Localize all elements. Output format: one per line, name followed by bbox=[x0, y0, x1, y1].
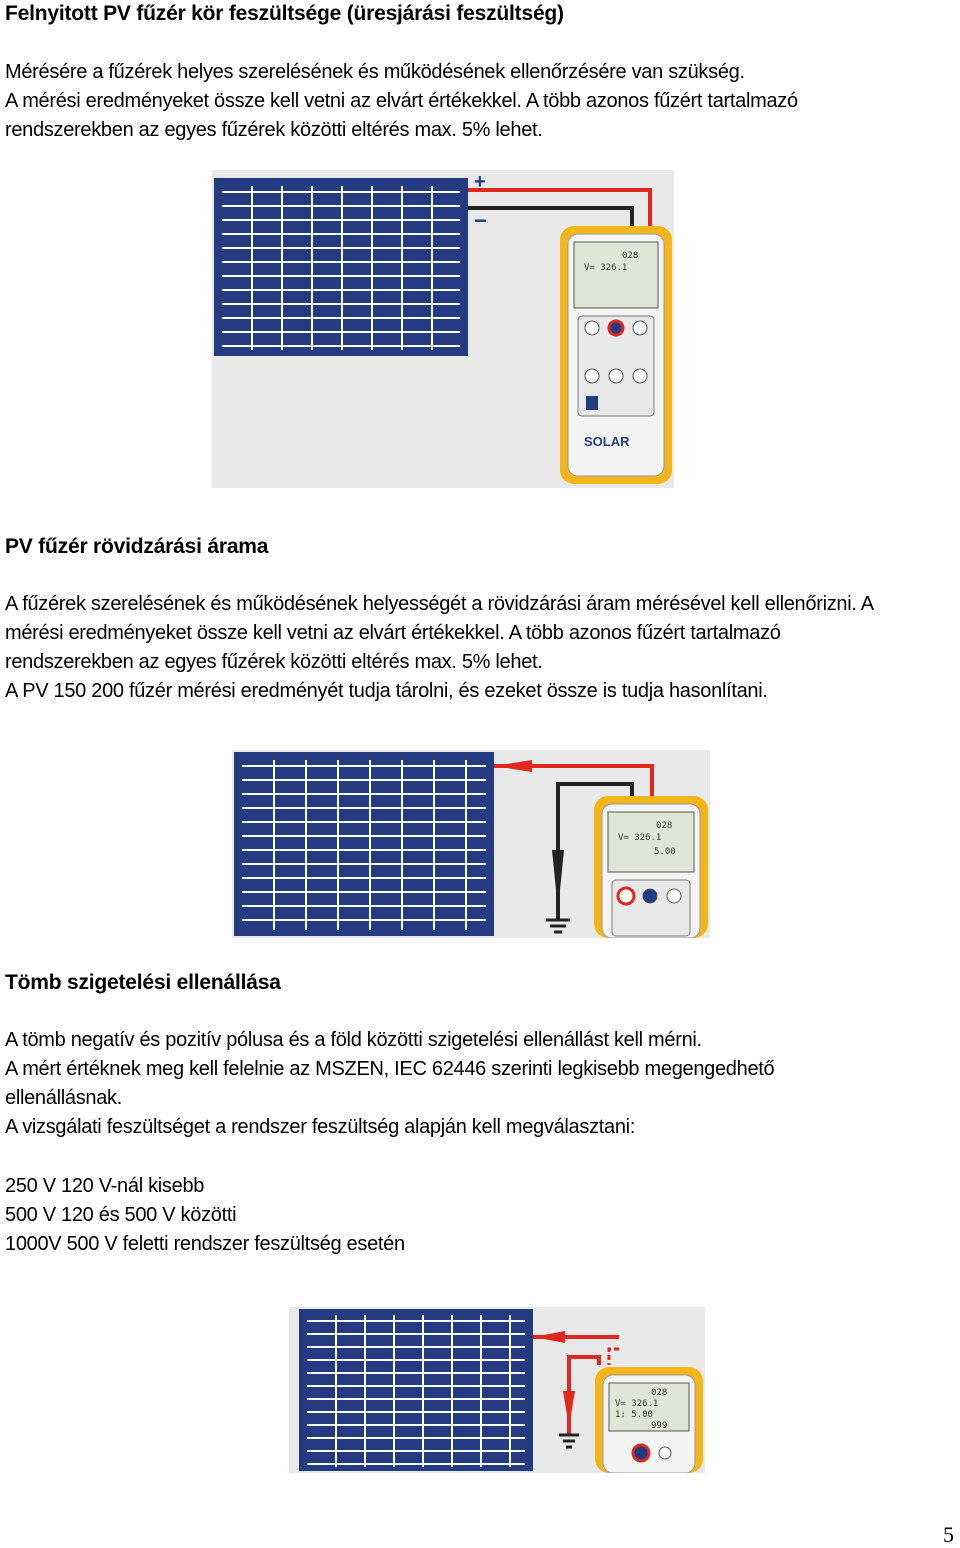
section1-line: rendszerekben az egyes fűzérek közötti eltérés max. 5% lehet. bbox=[5, 119, 543, 141]
mode-button-icon bbox=[633, 369, 647, 383]
short-circuit-current-figure bbox=[232, 750, 710, 938]
lcd-reading-1: 028 bbox=[656, 821, 673, 831]
brand-logo: SOLAR bbox=[584, 434, 630, 449]
mode-button-icon bbox=[667, 889, 681, 903]
mode-button-icon bbox=[585, 369, 599, 383]
mode-button-icon bbox=[659, 1447, 671, 1459]
memory-icon bbox=[586, 396, 598, 410]
section3-paragraph bbox=[5, 1026, 774, 1142]
lcd-reading-1: 028 bbox=[651, 1388, 668, 1398]
section2-paragraph bbox=[5, 590, 874, 706]
section2-line: mérési eredményeket össze kell vetni az elvárt értékekkel. A több azonos fűzért tartalmazó bbox=[5, 622, 781, 644]
lcd-reading-2: V= 326.1 bbox=[618, 833, 662, 843]
section3-title: Tömb szigetelési ellenállása bbox=[5, 971, 281, 994]
lcd-reading-2: V= 326.1 bbox=[584, 263, 628, 273]
dial-button-icon bbox=[585, 321, 599, 335]
insulation-resistance-figure bbox=[289, 1307, 705, 1473]
mode-button-icon bbox=[609, 369, 623, 383]
lcd-reading-1: 028 bbox=[622, 251, 639, 261]
lcd-reading-3: 5.00 bbox=[654, 847, 676, 857]
red-test-lead bbox=[468, 190, 650, 232]
voltage-option: 250 V 120 V-nál kisebb bbox=[5, 1175, 205, 1197]
selected-mode-icon bbox=[609, 321, 623, 335]
mode-button-icon bbox=[643, 889, 657, 903]
open-circuit-voltage-figure bbox=[212, 170, 674, 488]
selected-mode-icon bbox=[633, 1445, 649, 1461]
section3-line: ellenállásnak. bbox=[5, 1087, 122, 1109]
voltage-option: 500 V 120 és 500 V közötti bbox=[5, 1204, 237, 1226]
page-number: 5 bbox=[943, 1522, 954, 1547]
section1-line: A mérési eredményeket össze kell vetni az elvárt értékekkel. A több azonos fűzért tartalmazó bbox=[5, 90, 798, 112]
section1-line: Mérésére a fűzérek helyes szerelésének és működésének ellenőrzésére van szükség. bbox=[5, 61, 745, 83]
section2-title: PV fűzér rövidzárási árama bbox=[5, 535, 269, 558]
pv-tester-device bbox=[560, 226, 672, 484]
plus-terminal-label: + bbox=[474, 171, 486, 193]
solar-panel bbox=[214, 178, 468, 356]
section2-line: A PV 150 200 fűzér mérési eredményét tudja tárolni, és ezeket össze is tudja hasonlítani. bbox=[5, 680, 768, 702]
pv-tester-device bbox=[594, 796, 708, 938]
section1-paragraph bbox=[5, 58, 798, 145]
section3-line: A mért értéknek meg kell felelnie az MSZEN, IEC 62446 szerinti legkisebb megengedhető bbox=[5, 1058, 775, 1080]
solar-panel bbox=[299, 1309, 533, 1471]
lcd-reading-4: 999 bbox=[651, 1421, 668, 1431]
pv-tester-device bbox=[595, 1367, 703, 1473]
minus-terminal-label: − bbox=[474, 208, 487, 233]
mode-button-icon bbox=[633, 321, 647, 335]
voltage-options-list bbox=[5, 1172, 405, 1259]
ground-icon bbox=[559, 1435, 579, 1447]
section3-line: A vizsgálati feszültséget a rendszer feszültség alapján kell megválasztani: bbox=[5, 1116, 636, 1138]
lcd-reading-2: V= 326.1 bbox=[615, 1399, 659, 1409]
lcd-reading-3: 1: 5.00 bbox=[615, 1410, 653, 1420]
voltage-option: 1000V 500 V feletti rendszer feszültség esetén bbox=[5, 1233, 405, 1255]
section2-line: A fűzérek szerelésének és működésének helyességét a rövidzárási áram mérésével kell ellenőrizni. A bbox=[5, 593, 874, 615]
selected-mode-icon bbox=[618, 888, 634, 904]
solar-panel bbox=[234, 752, 494, 936]
ground-icon bbox=[546, 920, 570, 932]
lcd-screen bbox=[574, 242, 658, 308]
section1-title: Felnyitott PV fűzér kör feszültsége (üresjárási feszültség) bbox=[5, 2, 564, 25]
section2-line: rendszerekben az egyes fűzérek közötti eltérés max. 5% lehet. bbox=[5, 651, 543, 673]
section3-line: A tömb negatív és pozitív pólusa és a föld közötti szigetelési ellenállást kell mérni. bbox=[5, 1029, 702, 1051]
